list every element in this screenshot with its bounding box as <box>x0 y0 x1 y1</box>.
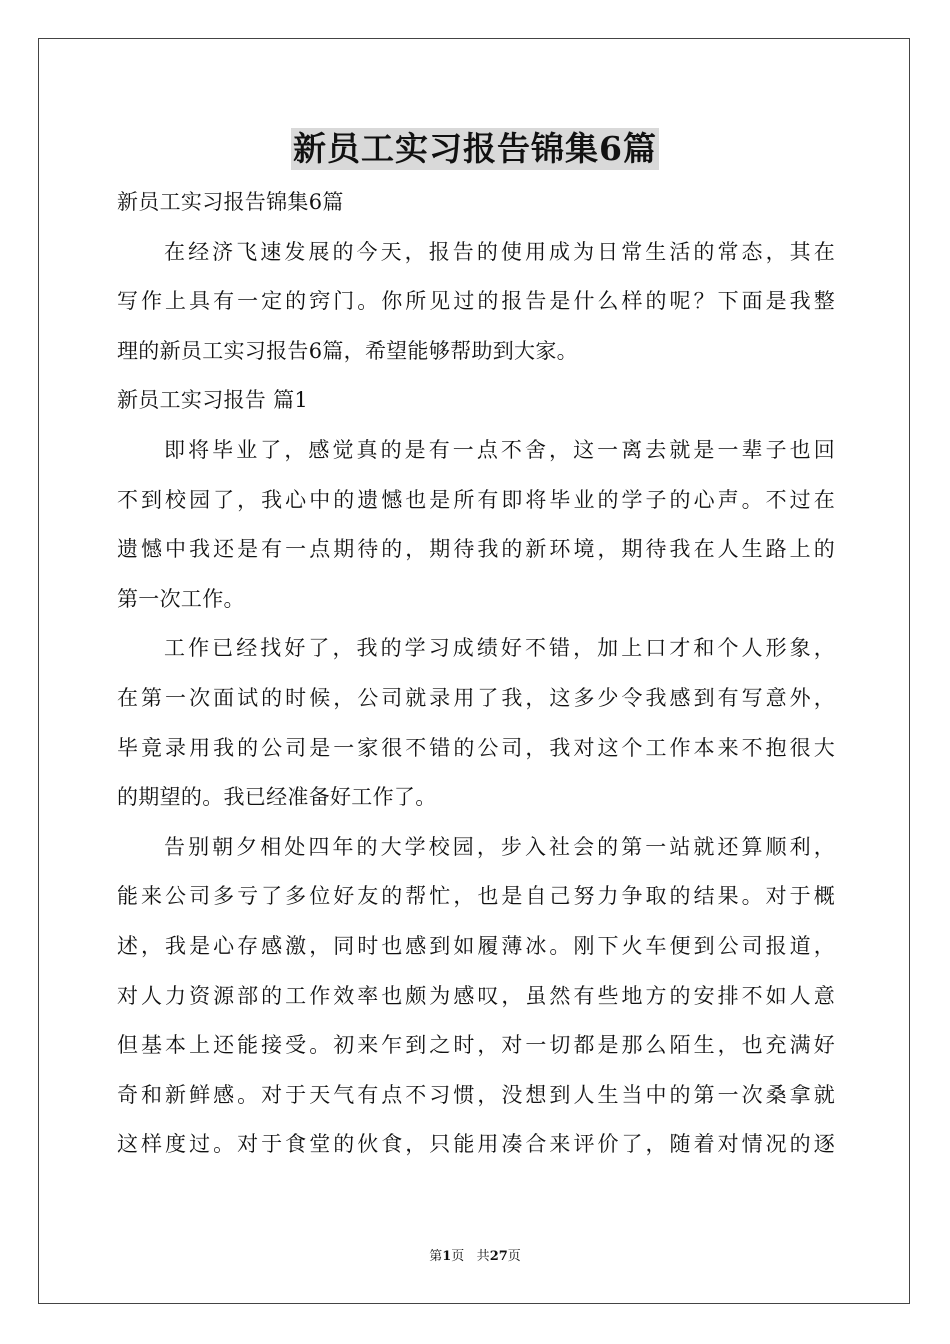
text-line: 遗憾中我还是有一点期待的，期待我的新环境，期待我在人生路上的 <box>117 537 835 562</box>
current-page-number: 1 <box>442 1249 452 1264</box>
text-line: 写作上具有一定的窍门。你所见过的报告是什么样的呢？下面是我整 <box>117 289 835 314</box>
text-line: 在经济飞速发展的今天，报告的使用成为日常生活的常态，其在 <box>164 239 835 264</box>
text-line: 新员工实习报告锦集6篇 <box>117 190 344 214</box>
text-line: 即将毕业了，感觉真的是有一点不舍，这一离去就是一辈子也回 <box>164 437 835 462</box>
text-line: 工作已经找好了，我的学习成绩好不错，加上口才和个人形象， <box>164 636 835 661</box>
text-line: 第一次工作。 <box>117 586 245 611</box>
text-line: 这样度过。对于食堂的伙食，只能用凑合来评价了，随着对情况的逐 <box>117 1132 835 1157</box>
text-line: 告别朝夕相处四年的大学校园，步入社会的第一站就还算顺利， <box>164 834 835 859</box>
text-line: 但基本上还能接受。初来乍到之时，对一切都是那么陌生，也充满好 <box>117 1033 835 1058</box>
text-line: 对人力资源部的工作效率也颇为感叹，虽然有些地方的安排不如人意 <box>117 983 835 1008</box>
title-container <box>0 128 950 170</box>
page-footer <box>0 1248 950 1266</box>
total-label-suffix: 页 <box>507 1249 521 1264</box>
page-label-prefix: 第 <box>429 1249 443 1264</box>
text-line: 理的新员工实习报告6篇，希望能够帮助到大家。 <box>117 338 578 363</box>
text-line: 在第一次面试的时候，公司就录用了我，这多少令我感到有写意外， <box>117 685 835 710</box>
text-line: 毕竟录用我的公司是一家很不错的公司，我对这个工作本来不抱很大 <box>117 735 835 760</box>
text-line: 奇和新鲜感。对于天气有点不习惯，没想到人生当中的第一次桑拿就 <box>117 1082 835 1107</box>
page-label-suffix: 页 <box>451 1249 465 1264</box>
total-label-prefix: 共 <box>476 1249 490 1264</box>
text-line: 能来公司多亏了多位好友的帮忙，也是自己努力争取的结果。对于概 <box>117 884 835 909</box>
text-line: 不到校园了，我心中的遗憾也是所有即将毕业的学子的心声。不过在 <box>117 487 835 512</box>
document-title: 新员工实习报告锦集6篇 <box>293 129 657 168</box>
text-line: 述，我是心存感激，同时也感到如履薄冰。刚下火车便到公司报道， <box>117 933 835 958</box>
total-page-count: 27 <box>489 1249 508 1264</box>
document-body <box>117 178 835 1170</box>
text-line: 的期望的。我已经准备好工作了。 <box>117 785 437 810</box>
text-line: 新员工实习报告 篇1 <box>117 388 309 413</box>
